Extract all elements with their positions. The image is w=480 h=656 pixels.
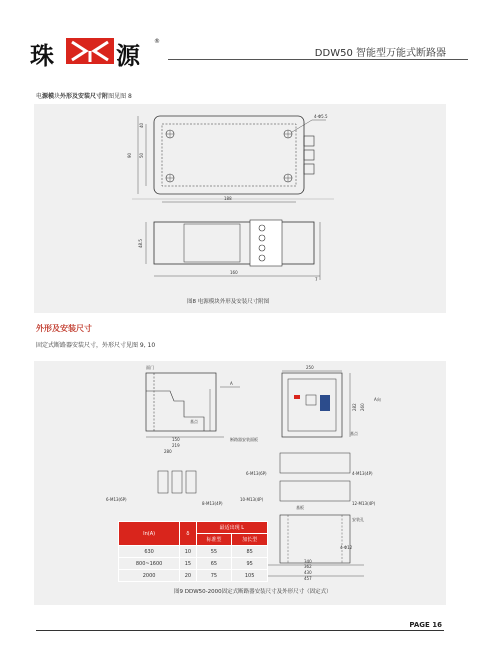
page-header bbox=[0, 0, 480, 72]
cell-std: 55 bbox=[196, 546, 232, 558]
cell-std: 65 bbox=[196, 558, 232, 570]
cell-delta: 20 bbox=[180, 570, 196, 582]
th-in: In(A) bbox=[119, 522, 180, 546]
figure8-caption: 图8 电源模块外形及安装尺寸附图 bbox=[187, 299, 270, 305]
label-install: 安装孔 bbox=[352, 517, 364, 522]
cell-in: 630 bbox=[119, 546, 180, 558]
cell-delta: 10 bbox=[180, 546, 196, 558]
figure9-caption: 图9 DDW50-2000固定式断路器安装尺寸及外形尺寸（固定式） bbox=[174, 589, 332, 595]
dim-188: 188 bbox=[224, 196, 232, 201]
label-mount-face: 断路器安装面板 bbox=[230, 437, 258, 442]
cell-plus: 85 bbox=[232, 546, 268, 558]
document-title: DDW50 智能型万能式断路器 bbox=[314, 48, 446, 59]
dim-430: 430 bbox=[304, 570, 312, 575]
dim-457: 457 bbox=[304, 576, 312, 581]
label-A-dir: A向 bbox=[374, 397, 381, 402]
th-plus: 加长型 bbox=[232, 534, 268, 546]
dim-48-5: 48.5 bbox=[138, 239, 143, 248]
dim-362: 362 bbox=[304, 564, 312, 569]
section2-title: 外形及安装尺寸 bbox=[36, 324, 92, 333]
terminal-group-left bbox=[158, 471, 196, 493]
dim-150: 150 bbox=[172, 437, 180, 442]
registered-mark: ® bbox=[154, 38, 160, 45]
th-delta: δ bbox=[180, 522, 196, 546]
page-number: PAGE 16 bbox=[409, 621, 442, 629]
cell-plus: 95 bbox=[232, 558, 268, 570]
caption-part: 图见图 8 bbox=[108, 93, 132, 100]
label-bolt-left: 6-M13(6P) bbox=[106, 497, 127, 502]
cell-plus: 105 bbox=[232, 570, 268, 582]
cell-std: 75 bbox=[196, 570, 232, 582]
table-row bbox=[119, 546, 268, 558]
caption-part: 电 bbox=[36, 93, 43, 100]
figure8-panel bbox=[34, 104, 446, 313]
dim-40: 40 bbox=[139, 122, 144, 128]
label-hole-4: 4-Φ12 bbox=[340, 545, 353, 550]
cell-delta: 15 bbox=[180, 558, 196, 570]
logo-char-left: 珠 bbox=[30, 41, 54, 70]
footer-rule bbox=[36, 630, 444, 631]
dim-340: 340 bbox=[304, 559, 312, 564]
caption-part: 块 bbox=[54, 93, 61, 100]
label-bolt-right2: 4-M13(4P) bbox=[352, 471, 373, 476]
label-bolt-right1: 6-M13(6P) bbox=[246, 471, 267, 476]
label-bolt-right3: 10-M13(4P) bbox=[240, 497, 264, 502]
caption-part-bold: 外形及安装尺寸附 bbox=[60, 93, 109, 100]
dim-hole: 4-Φ5.5 bbox=[314, 114, 328, 119]
label-base: 基点 bbox=[190, 419, 198, 424]
label-A: A bbox=[230, 381, 233, 386]
table-row bbox=[119, 558, 268, 570]
dim-282: 282 bbox=[352, 403, 357, 411]
th-group: 最适出现 L bbox=[196, 522, 267, 534]
label-base-plate: 基板 bbox=[296, 505, 304, 510]
dim-219: 219 bbox=[172, 443, 180, 448]
power-module-drawing bbox=[34, 104, 446, 313]
header-rule bbox=[168, 59, 468, 60]
dim-7: 7 bbox=[315, 277, 318, 282]
label-bolt-left2: 8-M13(4P) bbox=[202, 501, 223, 506]
dim-280: 280 bbox=[164, 449, 172, 454]
company-logo bbox=[30, 36, 158, 70]
dim-250: 250 bbox=[306, 365, 314, 370]
logo-mark-icon bbox=[66, 38, 114, 64]
label-bolt-right4: 12-M13(4P) bbox=[352, 501, 376, 506]
caption-part-bold: 源模 bbox=[42, 93, 55, 100]
dimension-table bbox=[118, 521, 268, 582]
section2-subtitle: 固定式断路器安装尺寸，外形尺寸见图 9, 10 bbox=[36, 342, 156, 349]
th-std: 标准型 bbox=[196, 534, 232, 546]
table-row bbox=[119, 570, 268, 582]
label-panel-door: 面门 bbox=[146, 365, 154, 370]
cell-in: 800~1600 bbox=[119, 558, 180, 570]
dim-260: 260 bbox=[360, 403, 365, 411]
terminal-group-right bbox=[280, 453, 350, 501]
label-base2: 基点 bbox=[350, 431, 358, 436]
dim-90: 90 bbox=[127, 152, 132, 158]
section1-caption bbox=[36, 91, 132, 100]
logo-char-right: 源 bbox=[116, 41, 140, 70]
cell-in: 2000 bbox=[119, 570, 180, 582]
dim-160: 160 bbox=[230, 270, 238, 275]
dim-50: 50 bbox=[139, 152, 144, 158]
